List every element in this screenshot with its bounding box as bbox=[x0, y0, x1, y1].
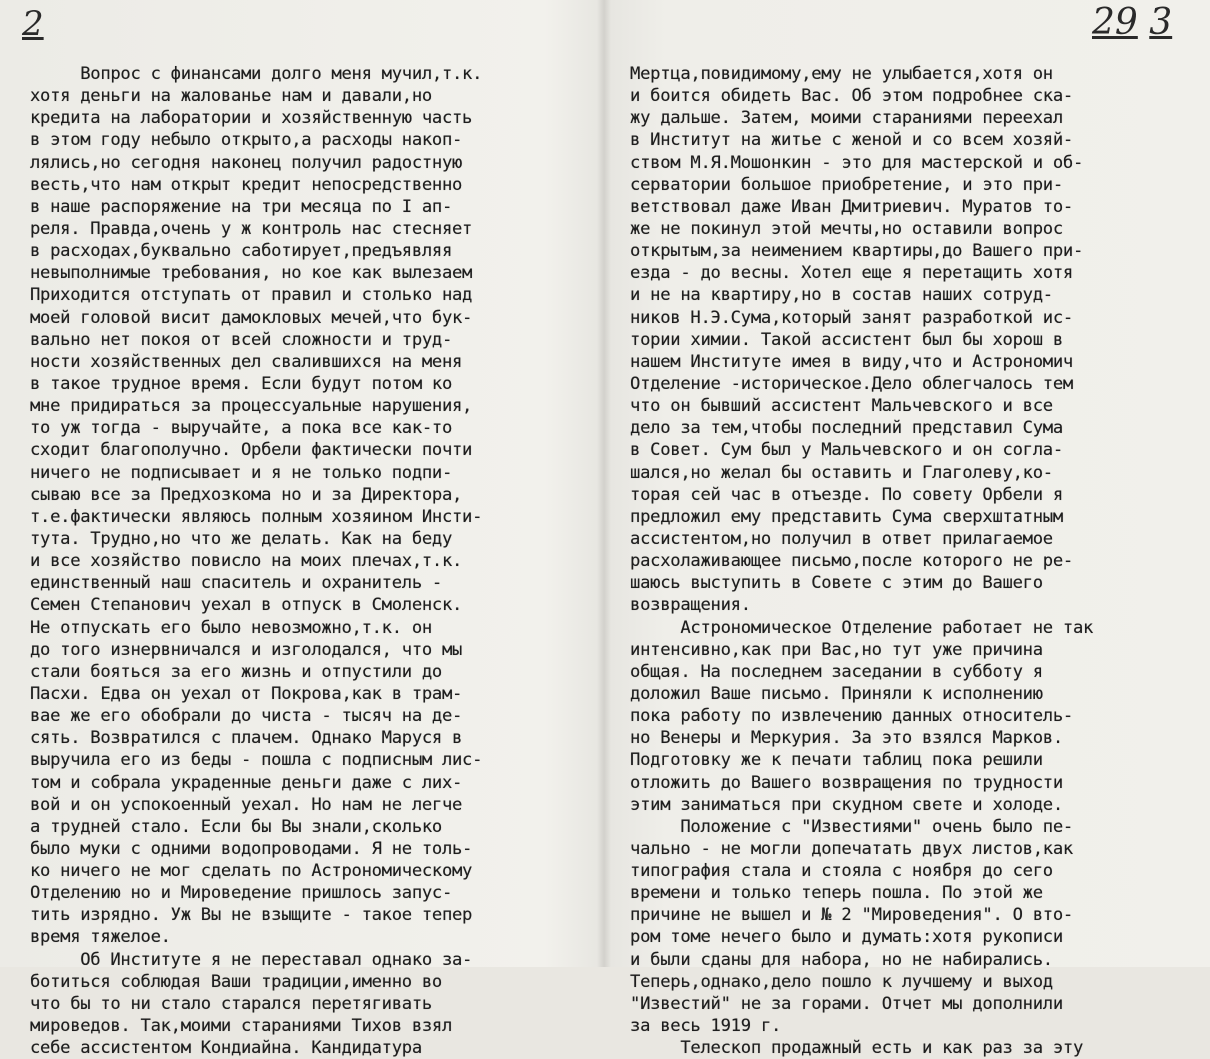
text-line: и боится обидеть Вас. Об этом подробнее ска- bbox=[630, 86, 1073, 107]
text-line: в Институт на житье с женой и со всем хозяй- bbox=[630, 130, 1073, 151]
text-line: до того изнервничался и изголодался, что мы bbox=[30, 639, 463, 660]
text-line: а трудней стало. Если бы Вы знали,сколько bbox=[30, 816, 442, 837]
text-line: расхолаживающее письмо,после которого не ре- bbox=[630, 551, 1073, 572]
page-number-right bbox=[1092, 2, 1172, 43]
text-line: чально - не могли допечатать двух листов,как bbox=[630, 838, 1073, 859]
text-line: нашем Институте имея в виду,что и Астрономич bbox=[630, 351, 1073, 372]
text-line: вально нет покоя от всей сложности и труд- bbox=[30, 329, 453, 350]
text-line: стали бояться за его жизнь и отпустили до bbox=[30, 661, 442, 682]
text-line: же не покинул этой мечты,но оставили вопрос bbox=[630, 218, 1063, 239]
text-line: Подготовку же к печати таблиц пока решили bbox=[630, 750, 1043, 771]
text-line: интенсивно,как при Вас,но тут уже причина bbox=[630, 639, 1043, 660]
text-line: времени и только теперь пошла. По этой же bbox=[630, 883, 1043, 904]
text-line: в такое трудное время. Если будут потом ко bbox=[30, 373, 453, 394]
text-line: тории химии. Такой ассистент был бы хорош в bbox=[630, 329, 1063, 350]
text-line: тить изрядно. Уж Вы не взыщите - такое тепер bbox=[30, 905, 473, 926]
page-number-left: 2 bbox=[22, 4, 44, 44]
text-line: езда - до весны. Хотел еще я перетащить хотя bbox=[630, 263, 1073, 284]
text-line: Положение с "Известиями" очень было пе- bbox=[630, 816, 1073, 837]
text-line: пока работу по извлечению данных относитель- bbox=[630, 706, 1073, 727]
text-line: шаюсь выступить в Совете с этим до Вашего bbox=[630, 573, 1043, 594]
text-line: сять. Возвратился с плачем. Однако Маруся в bbox=[30, 728, 463, 749]
text-line: жу дальше. Затем, моими стараниями переехал bbox=[630, 108, 1063, 129]
text-line: в этом году небыло открыто,а расходы накоп- bbox=[30, 130, 463, 151]
text-line: вае же его обобрали до чиста - тысяч на де- bbox=[30, 706, 463, 727]
text-line: Отделению но и Мироведение пришлось запус- bbox=[30, 883, 453, 904]
text-line: ассистентом,но получил в ответ прилагаемое bbox=[630, 528, 1053, 549]
text-line: и не на квартиру,но в состав наших сотруд- bbox=[630, 285, 1053, 306]
text-line: было муки с одними водопроводами. Я не толь- bbox=[30, 838, 473, 859]
text-line: лялись,но сегодня наконец получил радостную bbox=[30, 152, 463, 173]
text-line: Теперь,однако,дело пошло к лучшему и выход bbox=[630, 971, 1053, 992]
page-number-main: 29 bbox=[1092, 2, 1138, 43]
text-line: "Известий" не за горами. Отчет мы дополнили bbox=[630, 993, 1063, 1014]
text-line: и были сданы для набора, но не набирались. bbox=[630, 949, 1053, 970]
text-line: хотя деньги на жалованье нам и давали,но bbox=[30, 86, 432, 107]
text-line: что он бывший ассистент Мальчевского и все bbox=[630, 396, 1053, 417]
text-line: дело за тем,чтобы последний представил Сума bbox=[630, 418, 1063, 439]
text-line: ботиться соблюдая Ваши традиции,именно во bbox=[30, 971, 442, 992]
text-line: в Совет. Сум был у Мальчевского и он согла- bbox=[630, 440, 1063, 461]
text-line: Пасхи. Едва он уехал от Покрова,как в трам- bbox=[30, 683, 463, 704]
text-line: Не отпускать его было невозможно,т.к. он bbox=[30, 617, 432, 638]
text-line: и все хозяйство повисло на моих плечах,т.к. bbox=[30, 551, 463, 572]
left-text-column bbox=[30, 63, 602, 1059]
text-line: вой и он успокоенный уехал. Но нам не легче bbox=[30, 794, 463, 815]
text-line: ко ничего не мог сделать по Астрономическому bbox=[30, 861, 473, 882]
text-line: серватории большое приобретение, и это при- bbox=[630, 174, 1063, 195]
text-line: Семен Степанович уехал в отпуск в Смоленск. bbox=[30, 595, 463, 616]
text-line: моей головой висит дамокловых мечей,что бук- bbox=[30, 307, 473, 328]
text-line: доложил Ваше письмо. Приняли к исполнению bbox=[630, 683, 1043, 704]
text-line: мне придираться за процессуальные нарушения, bbox=[30, 396, 473, 417]
text-line: выручила его из беды - пошла с подписным лис- bbox=[30, 750, 483, 771]
text-line: Об Институте я не переставал однако за- bbox=[30, 949, 473, 970]
text-line: том и собрала украденные деньги даже с лих- bbox=[30, 772, 463, 793]
text-line: за весь 1919 г. bbox=[630, 1016, 782, 1037]
text-line: Телескоп продажный есть и как раз за эту bbox=[630, 1038, 1084, 1059]
text-line: сываю все за Предхозкома но и за Директора, bbox=[30, 484, 463, 505]
text-line: ром томе нечего было и думать:хотя рукописи bbox=[630, 927, 1063, 948]
text-line: Астрономическое Отделение работает не так bbox=[630, 617, 1094, 638]
text-line: Отделение -историческое.Дело облегчалось тем bbox=[630, 373, 1073, 394]
text-line: т.е.фактически являюсь полным хозяином Инсти- bbox=[30, 506, 483, 527]
text-line: открытым,за неимением квартиры,до Вашего при- bbox=[630, 241, 1084, 262]
text-line: ников Н.Э.Сума,который занят разработкой ис- bbox=[630, 307, 1073, 328]
text-line: ности хозяйственных дел свалившихся на меня bbox=[30, 351, 463, 372]
text-line: то уж тогда - выручайте, а пока все как-то bbox=[30, 418, 453, 439]
text-line: ничего не подписывает и я не только подпи- bbox=[30, 462, 453, 483]
text-line: единственный наш спаситель и охранитель - bbox=[30, 573, 442, 594]
text-line: в наше распоряжение на три месяца по I ап- bbox=[30, 196, 453, 217]
text-line: Мертца,повидимому,ему не улыбается,хотя он bbox=[630, 64, 1053, 84]
text-line: отложить до Вашего возвращения по трудности bbox=[630, 772, 1063, 793]
text-line: типография стала и стояла с ноября до сего bbox=[630, 861, 1053, 882]
text-line: время тяжелое. bbox=[30, 927, 171, 948]
text-line: весть,что нам открыт кредит непосредственно bbox=[30, 174, 463, 195]
text-line: предложил ему представить Сума сверхштатным bbox=[630, 506, 1063, 527]
text-line: причине не вышел и № 2 "Мироведения". О вто- bbox=[630, 905, 1073, 926]
text-line: торая сей час в отъезде. По совету Орбели я bbox=[630, 484, 1063, 505]
text-line: шался,но желал бы оставить и Глаголеву,ко- bbox=[630, 462, 1053, 483]
text-line: общая. На последнем заседании в субботу я bbox=[630, 661, 1043, 682]
text-line: Вопрос с финансами долго меня мучил,т.к. bbox=[30, 64, 483, 84]
text-line: кредита на лаборатории и хозяйственную часть bbox=[30, 108, 473, 129]
text-line: тута. Трудно,но что же делать. Как на беду bbox=[30, 528, 453, 549]
text-line: невыполнимые требования, но кое как вылезаем bbox=[30, 263, 473, 284]
text-line: ветствовал даже Иван Дмитриевич. Муратов то- bbox=[630, 196, 1073, 217]
text-line: Приходится отступать от правил и столько над bbox=[30, 285, 473, 306]
text-line: ством М.Я.Мошонкин - это для мастерской и об- bbox=[630, 152, 1084, 173]
page-number-suffix: 3 bbox=[1149, 2, 1173, 43]
text-line: себе ассистентом Кондиайна. Кандидатура bbox=[30, 1038, 422, 1059]
text-line: мироведов. Так,моими стараниями Тихов взял bbox=[30, 1016, 453, 1037]
text-line: сходит благополучно. Орбели фактически почти bbox=[30, 440, 473, 461]
text-line: возвращения. bbox=[630, 595, 751, 616]
text-line: в расходах,буквально саботирует,предъявляя bbox=[30, 241, 453, 262]
text-line: но Венеры и Меркурия. За это взялся Марков. bbox=[630, 728, 1063, 749]
right-text-column bbox=[630, 63, 1210, 1059]
text-line: этим заниматься при скудном свете и холоде. bbox=[630, 794, 1063, 815]
text-line: реля. Правда,очень у ж контроль нас стесняет bbox=[30, 218, 473, 239]
text-line: что бы то ни стало старался перетягивать bbox=[30, 993, 432, 1014]
